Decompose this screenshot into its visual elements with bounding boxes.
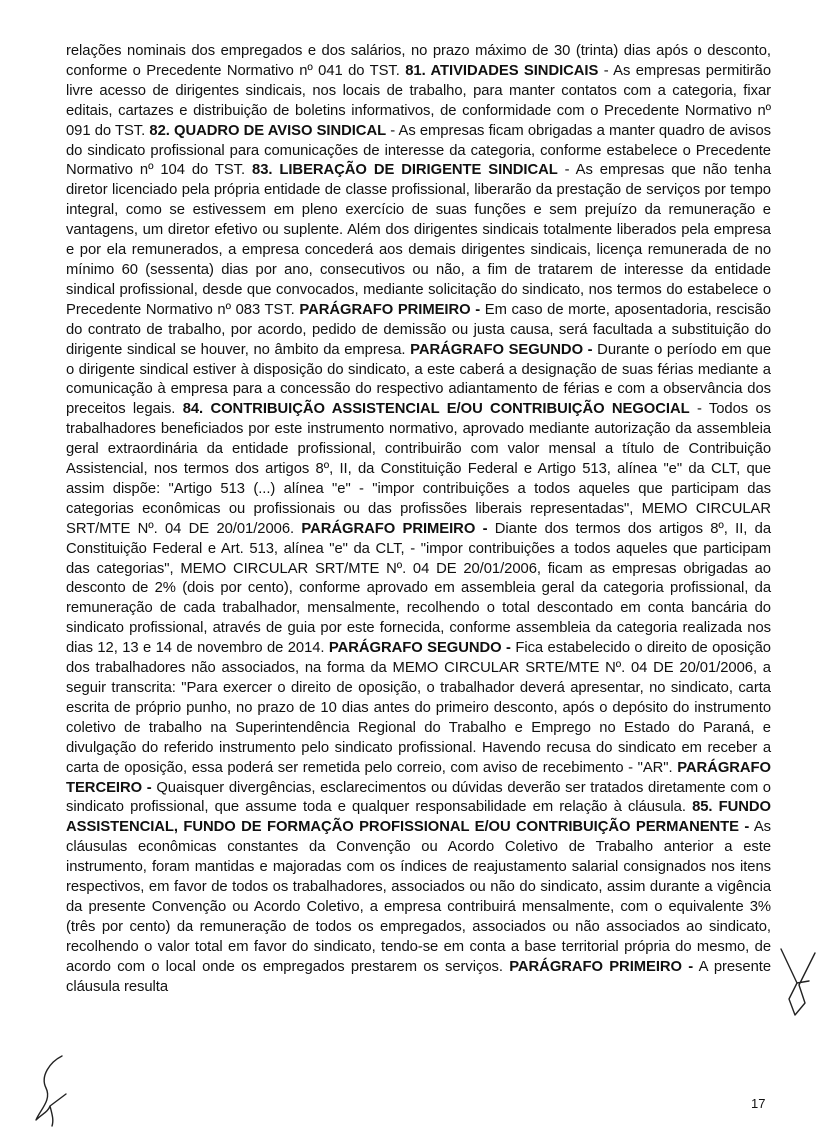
paragraph-heading: PARÁGRAFO SEGUNDO -: [410, 341, 593, 358]
paragraph-heading: PARÁGRAFO PRIMEIRO -: [299, 301, 481, 318]
text-run: Diante dos termos dos artigos 8º, II, da Constituição Federal e Art. 513, alínea "e" da CLT, - "impor contribuições a todos aqueles que participam das categorias", MEMO CIRCULAR SRT/MTE Nº. 04 DE 20/01/2006, ficam as empresas obrigadas ao desconto de 2% (dois por cento), conforme aprovado em assembleia geral da categoria profissional, da remuneração de cada trabalhador, mensalmente, recolhendo o total descontado em conta bancária do sindicato profissional, através de guia por este fornecida, conforme assembleia da categoria realizada nos dias 12, 13 e 14 de novembro de 2014.: [66, 520, 772, 657]
text-run: As cláusulas econômicas constantes da Convenção ou Acordo Coletivo de Trabalho anterior a este instrumento, foram mantidas e majoradas com os índices de reajustamento salarial consignados nos itens respectivos, em favor de todos os trabalhadores, associados ou não do sindicato, assim durante a vigência da presente Convenção ou Acordo Coletivo, a empresa contribuirá mensalmente, com o equivalente 3% (três por cento) da remuneração de todos os empregados, associados ou não associados ao sindicato, recolhendo o valor total em favor do sindicato, tendo-se em conta a base territorial própria do mesmo, de acordo com o local onde os empregados prestarem os serviços.: [66, 819, 771, 975]
text-run: Fica estabelecido o direito de oposição dos trabalhadores não associados, na forma da MEMO CIRCULAR SRTE/MTE Nº. 04 DE 20/01/2006, a seguir transcrita: "Para exercer o direito de oposição, o trabalhador deverá apresentar, no sindicato, carta escrita de próprio punho, no prazo de 10 dias antes do primeiro desconto, após o depósito do instrumento coletivo de trabalho na Superintendência Regional do Trabalho e Emprego no Estado do Paraná, e divulgação do referido instrumento pelo sindicato profissional. Havendo recusa do sindicato em receber a carta de oposição, essa poderá ser remetida pelo correio, com aviso de recebimento - "AR".: [66, 640, 771, 776]
text-run: A presente cláusula resulta: [66, 958, 772, 995]
text-run: - As empresas ficam obrigadas a manter quadro de avisos do sindicato profissional para comunicações de interesse da categoria, conforme estabelece o Precedente Normativo nº 104 do TST.: [66, 122, 772, 179]
text-run: - As empresas permitirão livre acesso de dirigentes sindicais, nos locais de trabalho, para manter contatos com a categoria, fixar editais, cartazes e distribuição de boletins informativos, de conformidade com o Precedente Normativo nº 091 do TST.: [66, 62, 771, 139]
signature-right: [775, 945, 823, 1025]
text-run: Quaisquer divergências, esclarecimentos ou dúvidas deverão ser tratados diretamente com o sindicato profissional, que assume toda e qualquer responsabilidade em relação à cláusula.: [66, 779, 771, 816]
text-run: - Todos os trabalhadores beneficiados por este instrumento normativo, aprovado mediante autorização da assembleia geral extraordinária da entidade profissional, contribuirão com valor mensal a título de Contribuição Assistencial, nos termos dos artigos 8º, II, da Constituição Federal e Artigo 513, alínea "e" da CLT, que assim dispõe: "Artigo 513 (...) alínea "e" - "impor contribuições a todos aqueles que participam das categorias econômicas ou profissionais ou das profissões liberais representadas", MEMO CIRCULAR SRT/MTE Nº. 04 DE 20/01/2006.: [66, 401, 771, 537]
text-run: relações nominais dos empregados e dos salários, no prazo máximo de 30 (trinta) dias após o desconto, conforme o Precedente Normativo nº 041 do TST.: [66, 43, 771, 79]
text-run: - As empresas que não tenha diretor licenciado pela própria entidade de classe profissional, liberarão da prestação de serviços por tempo integral, como se estivessem em pleno exercício de suas funções e sem prejuízo da remuneração e vantagens, um diretor efetivo ou suplente. Além dos dirigentes sindicais totalmente liberados pela empresa e por ela remunerados, a empresa concederá aos demais dirigentes sindicais, licença remunerada de no mínimo 60 (sessenta) dias por ano, consecutivos ou não, a fim de tratarem de interesse da entidade sindical profissional, desde que convocados, mediante solicitação do sindicato, nos termos do estabelece o Precedente Normativo nº 083 TST.: [66, 162, 771, 318]
text-run: Em caso de morte, aposentadoria, rescisão do contrato de trabalho, por acordo, pedido de demissão ou justa causa, será facultada a substituição do dirigente sindical se houver, no âmbito da empresa.: [66, 301, 771, 358]
clause-heading: 85. FUNDO ASSISTENCIAL, FUNDO DE FORMAÇÃO PROFISSIONAL E/OU CONTRIBUIÇÃO PERMANENTE -: [66, 799, 771, 836]
paragraph-heading: PARÁGRAFO SEGUNDO -: [328, 640, 511, 657]
document-page: [66, 42, 771, 998]
clause-heading: 84. CONTRIBUIÇÃO ASSISTENCIAL E/OU CONTRIBUIÇÃO NEGOCIAL: [182, 401, 690, 418]
body-paragraph: [66, 42, 771, 998]
signature-left: [28, 1048, 74, 1130]
paragraph-heading: PARÁGRAFO PRIMEIRO -: [509, 958, 694, 975]
page-number: 17: [751, 1096, 766, 1111]
clause-heading: 83. LIBERAÇÃO DE DIRIGENTE SINDICAL: [252, 162, 558, 179]
clause-heading: 81. ATIVIDADES SINDICAIS: [405, 62, 599, 79]
text-run: Durante o período em que o dirigente sindical estiver à disposição do sindicato, a este caberá a designação de suas férias mediante a comunicação à empresa para a concessão do respectivo adiantamento de férias e com a observância dos preceitos legais.: [66, 341, 771, 418]
paragraph-heading: PARÁGRAFO PRIMEIRO -: [301, 520, 488, 537]
clause-heading: 82. QUADRO DE AVISO SINDICAL: [149, 122, 387, 139]
paragraph-heading: PARÁGRAFO TERCEIRO -: [66, 759, 771, 796]
